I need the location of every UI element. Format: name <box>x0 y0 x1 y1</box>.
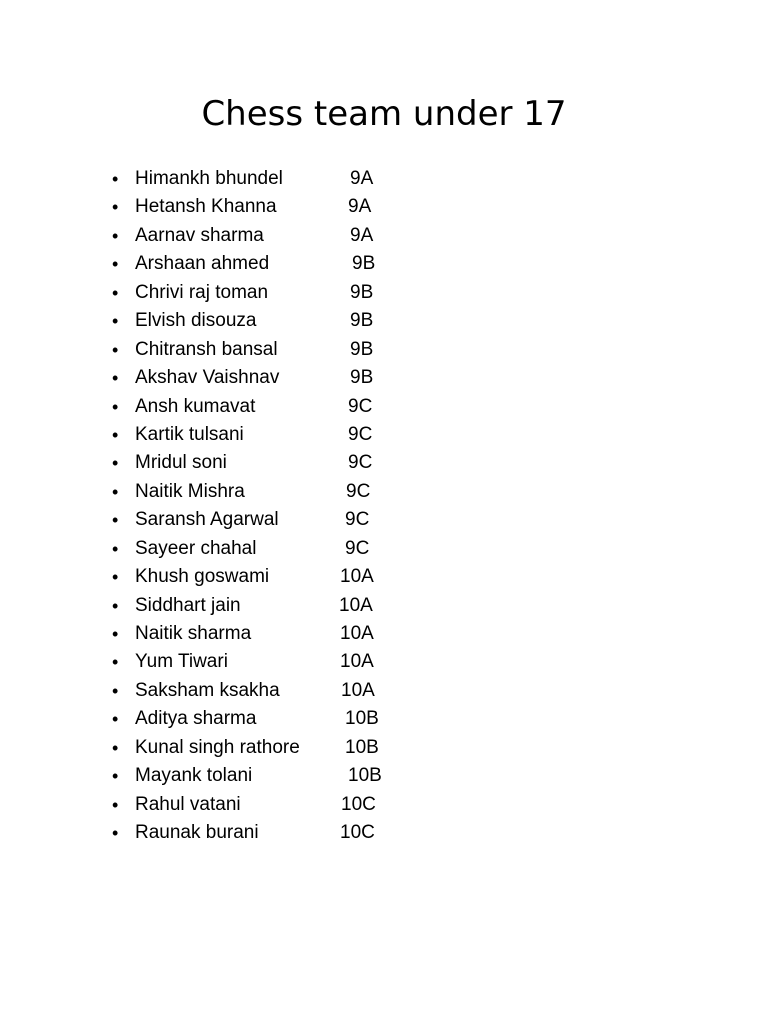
player-grade: 9C <box>348 395 373 417</box>
bullet-icon: • <box>112 766 119 787</box>
list-item <box>0 734 420 762</box>
player-grade: 9A <box>350 168 374 189</box>
player-grade: 9B <box>352 253 376 275</box>
player-name: Yum Tiwari <box>135 651 228 673</box>
player-grade: 10A <box>340 623 374 644</box>
list-item <box>0 648 420 676</box>
list-item <box>0 421 420 449</box>
bullet-icon: • <box>112 396 119 417</box>
list-item <box>0 250 420 278</box>
player-name: Chitransh bansal <box>135 338 278 360</box>
player-name: Elvish disouza <box>135 310 257 332</box>
bullet-icon: • <box>112 652 119 673</box>
bullet-icon: • <box>112 567 119 588</box>
player-name: Kunal singh rathore <box>135 736 300 758</box>
bullet-icon: • <box>112 453 119 474</box>
bullet-icon: • <box>112 254 119 275</box>
bullet-icon: • <box>112 624 119 644</box>
bullet-icon: • <box>112 368 119 389</box>
bullet-icon: • <box>112 538 119 559</box>
list-item <box>0 336 420 364</box>
player-grade: 10A <box>341 679 375 701</box>
list-item <box>0 193 420 221</box>
player-name: Hetansh Khanna <box>135 196 277 218</box>
player-grade: 10A <box>340 566 374 588</box>
player-grade: 10C <box>340 822 375 844</box>
bullet-icon: • <box>112 424 119 445</box>
list-item <box>0 791 420 819</box>
bullet-icon: • <box>112 169 119 189</box>
player-grade: 9B <box>350 281 374 303</box>
player-name: Naitik Mishra <box>135 480 245 502</box>
list-item <box>0 620 420 648</box>
player-name: Saksham ksakha <box>135 679 280 701</box>
bullet-icon: • <box>112 225 119 246</box>
player-name: Saransh Agarwal <box>135 509 279 531</box>
bullet-icon: • <box>112 823 119 844</box>
bullet-icon: • <box>112 510 119 531</box>
player-grade: 9C <box>348 423 373 445</box>
bullet-icon: • <box>112 794 119 815</box>
player-name: Kartik tulsani <box>135 423 244 445</box>
bullet-icon: • <box>112 680 119 701</box>
list-item <box>0 592 420 620</box>
list-item <box>0 819 420 847</box>
player-name: Himankh bhundel <box>135 168 283 189</box>
list-item <box>0 222 420 250</box>
document-title: Chess team under 17 <box>201 94 567 134</box>
bullet-icon: • <box>112 737 119 758</box>
list-item <box>0 307 420 335</box>
player-grade: 10B <box>345 708 379 730</box>
player-name: Naitik sharma <box>135 623 252 644</box>
list-item <box>0 677 420 705</box>
player-grade: 9B <box>350 338 374 360</box>
player-name: Mridul soni <box>135 452 227 474</box>
player-name: Akshav Vaishnav <box>135 367 280 389</box>
list-item <box>0 279 420 307</box>
player-name: Khush goswami <box>135 566 270 588</box>
list-item <box>0 449 420 477</box>
player-grade: 10B <box>345 736 379 758</box>
bullet-icon: • <box>112 311 119 332</box>
bullet-icon: • <box>112 339 119 360</box>
player-name: Sayeer chahal <box>135 537 257 559</box>
player-grade: 9B <box>350 310 374 332</box>
list-item <box>0 506 420 534</box>
list-item <box>0 535 420 563</box>
list-item <box>0 762 420 790</box>
list-item <box>0 165 420 193</box>
bullet-icon: • <box>112 595 119 616</box>
player-grade: 9A <box>348 196 372 218</box>
player-name: Mayank tolani <box>135 765 253 787</box>
player-grade: 9C <box>345 509 370 531</box>
player-name: Ansh kumavat <box>135 395 256 417</box>
bullet-icon: • <box>112 481 119 502</box>
player-grade: 9B <box>350 367 374 389</box>
list-item <box>0 393 420 421</box>
bullet-icon: • <box>112 282 119 303</box>
player-name: Siddhart jain <box>135 594 241 616</box>
player-grade: 10B <box>348 765 382 787</box>
player-grade: 9C <box>346 480 371 502</box>
player-name: Rahul vatani <box>135 793 241 815</box>
player-name: Arshaan ahmed <box>135 253 270 275</box>
bullet-icon: • <box>112 709 119 730</box>
player-grade: 10A <box>339 594 373 616</box>
player-grade: 9C <box>345 537 370 559</box>
list-item <box>0 364 420 392</box>
player-name: Chrivi raj toman <box>135 281 269 303</box>
bullet-icon: • <box>112 197 119 218</box>
player-list <box>0 165 420 848</box>
player-name: Aditya sharma <box>135 708 257 730</box>
player-grade: 9C <box>348 452 373 474</box>
player-name: Raunak burani <box>135 822 259 844</box>
list-item <box>0 563 420 591</box>
list-item <box>0 705 420 733</box>
player-grade: 10A <box>340 651 374 673</box>
player-grade: 9A <box>350 224 374 246</box>
list-item <box>0 478 420 506</box>
player-name: Aarnav sharma <box>135 224 264 246</box>
player-grade: 10C <box>341 793 376 815</box>
